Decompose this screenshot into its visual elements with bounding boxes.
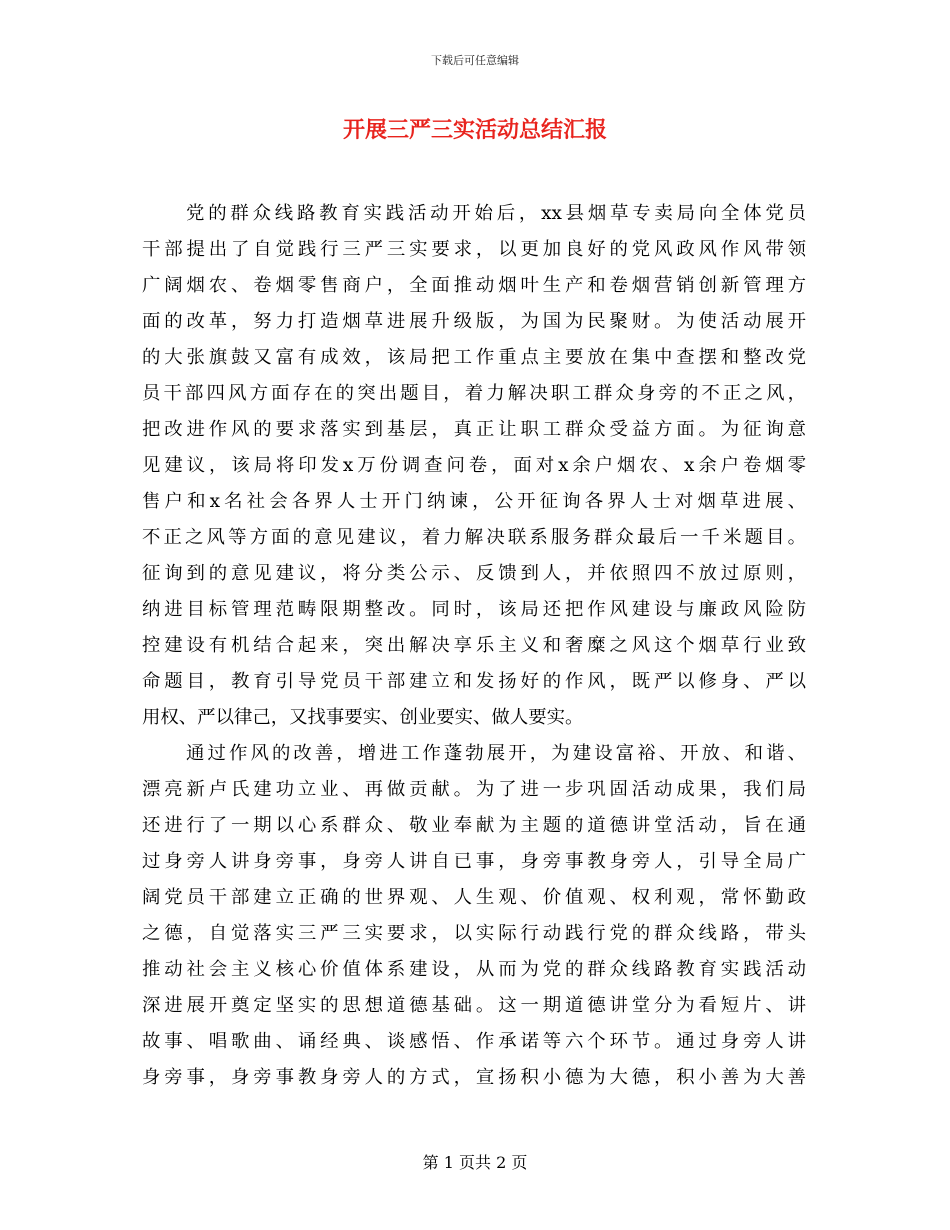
body-line: 过身旁人讲身旁事，身旁人讲自已事，身旁事教身旁人，引导全局广	[142, 851, 806, 872]
body-line: 通过作风的改善，增进工作蓬勃展开，为建设富裕、开放、和谐、	[186, 743, 806, 764]
body-line: 征询到的意见建议，将分类公示、反馈到人，并依照四不放过原则，	[142, 563, 806, 584]
document-title: 开展三严三实活动总结汇报	[342, 117, 607, 143]
body-line: 广阔烟农、卷烟零售商户，全面推动烟叶生产和卷烟营销创新管理方	[142, 275, 806, 296]
body-line: 不正之风等方面的意见建议，着力解决联系服务群众最后一千米题目。	[142, 527, 806, 548]
body-line: 见建议，该局将印发x万份调查问卷，面对x余户烟农、x余户卷烟零	[142, 455, 806, 476]
body-line: 还进行了一期以心系群众、敬业奉献为主题的道德讲堂活动，旨在通	[142, 815, 806, 836]
body-line: 党的群众线路教育实践活动开始后，xx县烟草专卖局向全体党员	[186, 203, 806, 224]
body-line: 干部提出了自觉践行三严三实要求，以更加良好的党风政风作风带领	[142, 239, 806, 260]
body-line: 阔党员干部建立正确的世界观、人生观、价值观、权利观，常怀勤政	[142, 887, 806, 908]
body-line: 面的改革，努力打造烟草进展升级版，为国为民聚财。为使活动展开	[142, 311, 806, 332]
body-line: 推动社会主义核心价值体系建设，从而为党的群众线路教育实践活动	[142, 959, 806, 980]
document-body	[142, 196, 806, 1096]
body-line: 故事、唱歌曲、诵经典、谈感悟、作承诺等六个环节。通过身旁人讲	[142, 1031, 806, 1052]
page-header-note: 下载后可任意编辑	[431, 54, 519, 67]
body-line: 之德，自觉落实三严三实要求，以实际行动践行党的群众线路，带头	[142, 923, 806, 944]
body-line: 售户和x名社会各界人士开门纳谏，公开征询各界人士对烟草进展、	[142, 491, 806, 512]
body-line: 用权、严以律己，又找事要实、创业要实、做人要实。	[142, 707, 584, 728]
body-line: 身旁事，身旁事教身旁人的方式，宣扬积小德为大德，积小善为大善	[142, 1067, 806, 1088]
body-line: 把改进作风的要求落实到基层，真正让职工群众受益方面。为征询意	[142, 419, 806, 440]
body-line: 员干部四风方面存在的突出题目，着力解决职工群众身旁的不正之风，	[142, 383, 806, 404]
page-number: 第 1 页共 2 页	[422, 1153, 528, 1172]
body-line: 纳进目标管理范畴限期整改。同时，该局还把作风建设与廉政风险防	[142, 599, 806, 620]
body-line: 命题目，教育引导党员干部建立和发扬好的作风，既严以修身、严以	[142, 671, 806, 692]
body-line: 的大张旗鼓又富有成效，该局把工作重点主要放在集中查摆和整改党	[142, 347, 806, 368]
body-line: 漂亮新卢氏建功立业、再做贡献。为了进一步巩固活动成果，我们局	[142, 779, 806, 800]
body-line: 控建设有机结合起来，突出解决享乐主义和奢糜之风这个烟草行业致	[142, 635, 806, 656]
body-line: 深进展开奠定坚实的思想道德基础。这一期道德讲堂分为看短片、讲	[142, 995, 806, 1016]
